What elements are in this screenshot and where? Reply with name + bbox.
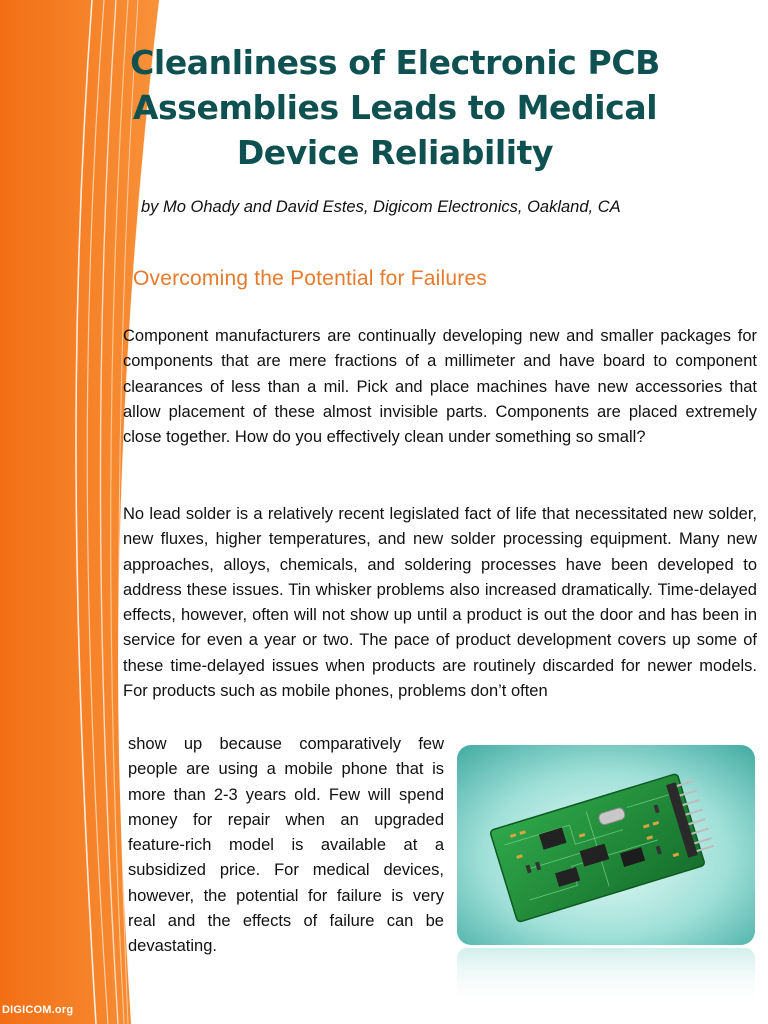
- body-paragraph-2-continued: show up because comparatively few people are using a mobile phone that is more than 2-3 years old. Few will spend money for repair when an upgraded feature-rich model is available at a subsidized price. For medical devices, however, the potential for failure is very real and the effects of failure can be devastating.: [128, 735, 444, 956]
- page-title: Cleanliness of Electronic PCB Assemblies Leads to Medical Device Reliability: [130, 43, 660, 172]
- section-heading: Overcoming the Potential for Failures: [133, 267, 488, 290]
- pcb-image-reflection: [457, 948, 755, 1008]
- footer-site-name: DIGICOM.org: [2, 1004, 74, 1016]
- body-paragraph-1: Component manufacturers are continually developing new and smaller packages for components that are mere fractions of a millimeter and have board to component clearances of less than a mil. Pick and place machines have new accessories that allow placement of these almost invisible parts. Components are placed extremely close together. How do you effectively clean under something so small?: [123, 327, 757, 447]
- body-paragraph-2: No lead solder is a relatively recent legislated fact of life that necessitated new solder, new fluxes, higher temperatures, and new solder processing equipment. Many new approaches, alloys, chemicals, and soldering processes have been developed to address these issues. Tin whisker problems also increased dramatically. Time-delayed effects, however, often will not show up until a product is out the door and has been in service for even a year or two. The pace of product development covers up some of these time-delayed issues when products are routinely discarded for newer models. For products such as mobile phones, problems don’t often: [123, 505, 757, 701]
- pcb-board-image: [457, 745, 755, 945]
- byline: by Mo Ohady and David Estes, Digicom Electronics, Oakland, CA: [141, 198, 621, 216]
